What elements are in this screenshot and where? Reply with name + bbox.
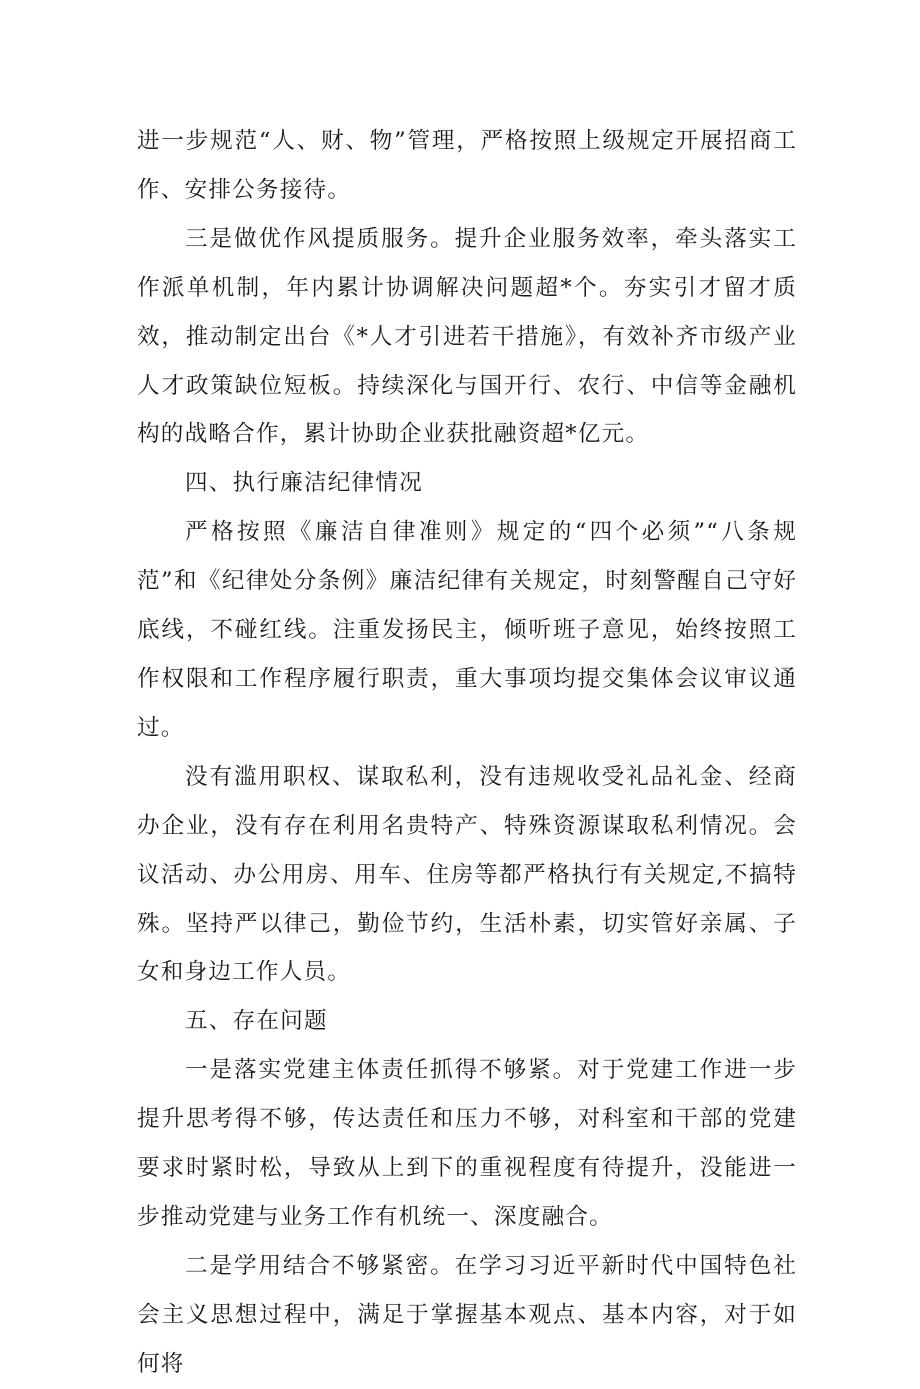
paragraph-discipline-rules: 严格按照《廉洁自律准则》规定的“四个必须”“八条规范”和《纪律处分条例》廉洁纪律有关规定，时刻警醒自己守好底线，不碰红线。注重发扬民主，倾听班子意见，始终按照工作权限和工作程序履行职责，重大事项均提交集体会议审议通过。 bbox=[137, 519, 797, 741]
section-heading-problems: 五、存在问题 bbox=[185, 1008, 328, 1035]
paragraph-continuation: 进一步规范“人、财、物”管理，严格按照上级规定开展招商工作、安排公务接待。 bbox=[137, 128, 797, 203]
paragraph-no-abuse: 没有滥用职权、谋取私利，没有违规收受礼品礼金、经商办企业，没有存在利用名贵特产、特殊资源谋取私利情况。会议活动、办公用房、用车、住房等都严格执行有关规定,不搞特殊。坚持严以律己，勤俭节约，生活朴素，切实管好亲属、子女和身边工作人员。 bbox=[137, 763, 797, 986]
paragraph-problem-one: 一是落实党建主体责任抓得不够紧。对于党建工作进一步提升思考得不够，传达责任和压力不够，对科室和干部的党建要求时紧时松，导致从上到下的重视程度有待提升，没能进一步推动党建与业务工作有机统一、深度融合。 bbox=[137, 1057, 797, 1230]
paragraph-problem-two: 二是学用结合不够紧密。在学习习近平新时代中国特色社会主义思想过程中，满足于掌握基本观点、基本内容，对于如何将 bbox=[137, 1252, 797, 1377]
document-body bbox=[137, 117, 797, 1389]
paragraph-service-quality: 三是做优作风提质服务。提升企业服务效率，牵头落实工作派单机制，年内累计协调解决问题超*个。夯实引才留才质效，推动制定出台《*人才引进若干措施》，有效补齐市级产业人才政策缺位短板。持续深化与国开行、农行、中信等金融机构的战略合作，累计协助企业获批融资超*亿元。 bbox=[137, 225, 797, 448]
section-heading-discipline: 四、执行廉洁纪律情况 bbox=[185, 470, 423, 497]
